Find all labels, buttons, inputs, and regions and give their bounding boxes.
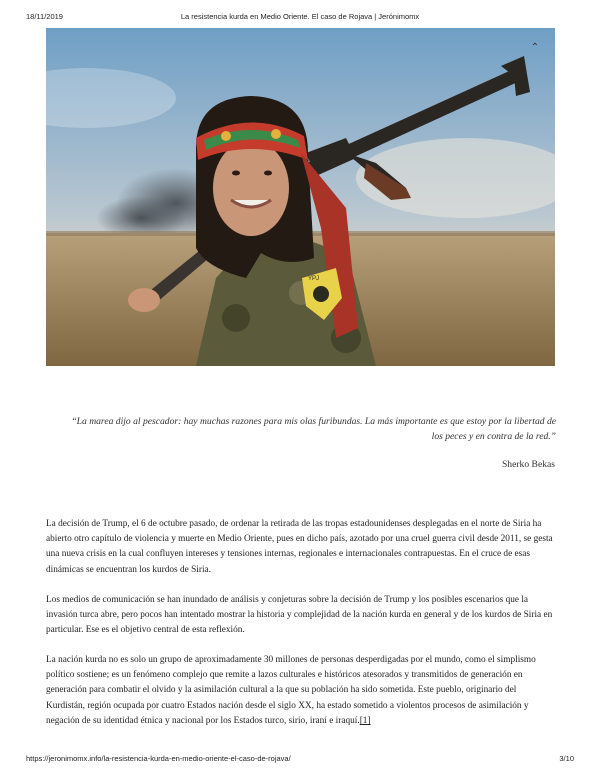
- article-photo: [46, 28, 555, 366]
- quote-author: Sherko Bekas: [501, 459, 555, 470]
- chevron-up-icon[interactable]: ⌃: [530, 42, 540, 53]
- article-paragraph: [46, 653, 555, 729]
- badge-lettering: YPJ: [308, 276, 320, 282]
- article-paragraph: La decisión de Trump, el 6 de octubre pasado, de ordenar la retirada de las tropas estadounidenses desplegadas en el norte de Siria ha abierto otro capítulo de violencia y muerte en Medio Oriente, pues en dicho país, azotado por una cruel guerra civil desde 2011, se gesta una nueva crisis en la cual confluyen intereses y tensiones internas, regionales e internacionales contrapuestas. En el cruce de esas dinámicas se encuentran los kurdos de Siria.: [46, 519, 553, 575]
- print-date: 18/11/2019: [26, 12, 63, 21]
- page-url: https://jeronimomx.info/la-resistencia-kurda-en-medio-oriente-el-caso-de-rojava/: [26, 754, 291, 763]
- epigraph-quote: “La marea dijo al pescador: hay muchas razones para mis olas furibundas. La más importante es que estoy por la libertad de los peces y en contra de la red.”: [71, 416, 556, 442]
- footnote-link[interactable]: [1]: [359, 715, 371, 726]
- article-paragraph: Los medios de comunicación se han inundado de análisis y conjeturas sobre la decisión de Trump y los posibles escenarios que la invasión turca abre, pero pocos han intentado mostrar la historia y complejidad de la nación kurda en general y de los kurdos de Siria en particular. Ese es el objetivo central de esta reflexión.: [46, 595, 553, 636]
- page-title: La resistencia kurda en Medio Oriente. El caso de Rojava | Jerónimomx: [180, 12, 420, 21]
- page-number: 3/10: [559, 754, 574, 763]
- article-paragraph-text: La nación kurda no es solo un grupo de aproximadamente 30 millones de personas desperdigadas por el mundo, como el simplismo político sostiene; es un fenómeno complejo que remite a lazos culturales e históricos atesorados y transmitidos de generación en generación para combatir el olvido y la asimilación cultural a la que su población ha sido sometida. Este pueblo, originario del Kurdistán, región ocupada por cuatro Estados nación desde el siglo XX, ha estado sometido a violentos procesos de asimilación y negación de su identidad étnica y nacional por los Estados turco, sirio, iraní e iraquí.: [46, 655, 536, 726]
